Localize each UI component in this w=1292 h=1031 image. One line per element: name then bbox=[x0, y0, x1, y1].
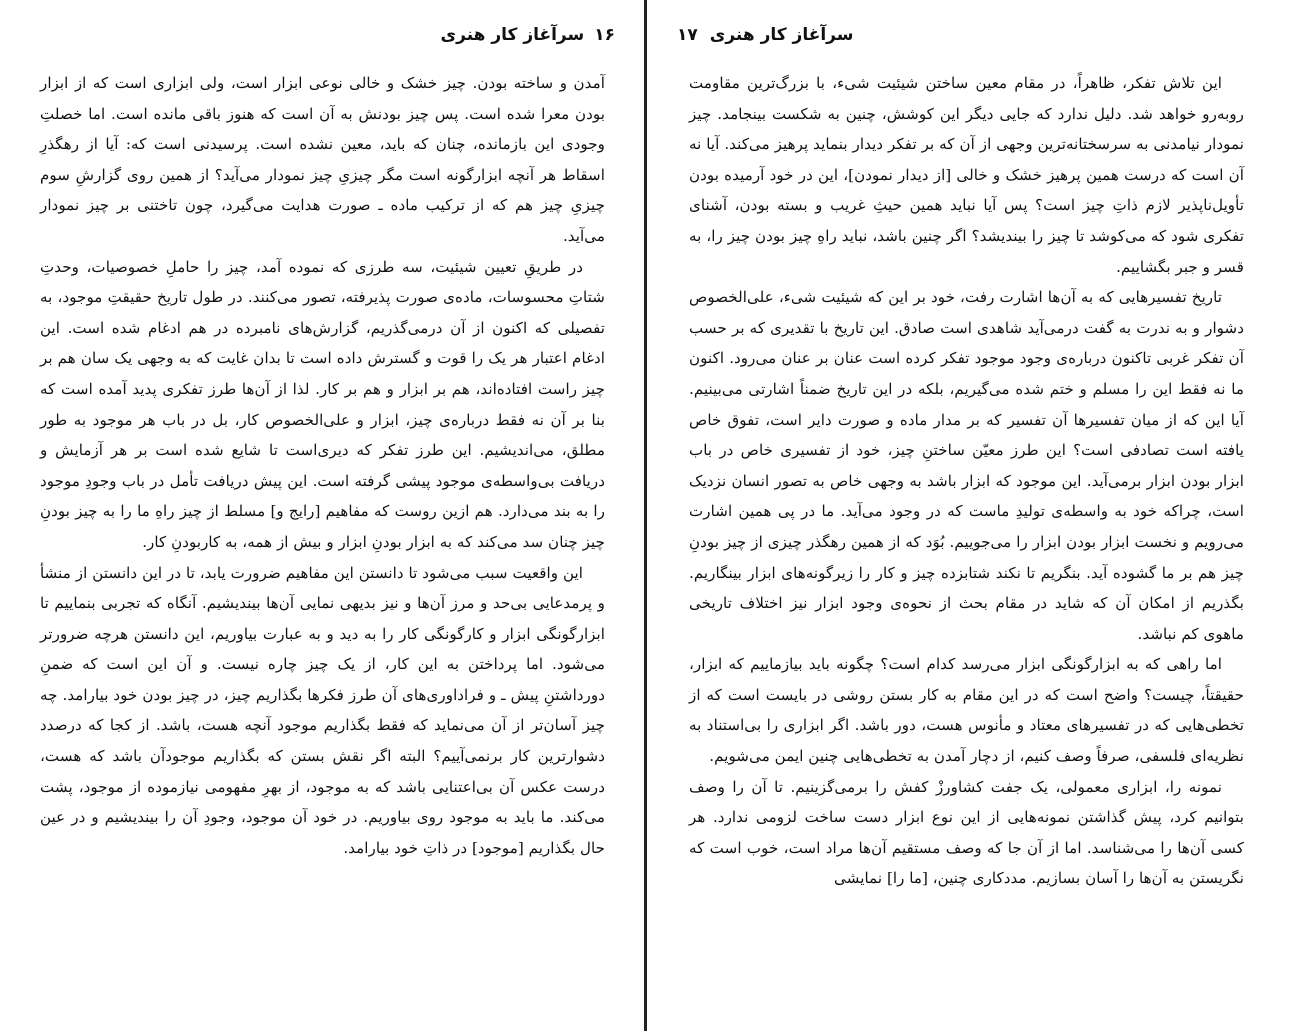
paragraph: آمدن و ساخته بودن. چیز خشک و خالی نوعی ابزار است، ولی ابزاری است که از ابزار بودن معرا شده است. پس چیز بودنش به آن است که هنوز باقی مانده است. اما خصلتِ وجودی این بازمانده، چنان که باید، معین نشده است. پرسیدنی است که: آیا از رهگذرِ اسقاط هر آنچه ابزارگونه است مگر چیزیِ چیز نمودار می‌آید؟ از همین روی گزارشِ سوم چیزیِ چیز هم که از ترکیب ماده ـ صورت هدایت می‌گیرد، چون تاختنی بر چیز نمودار می‌آید. bbox=[40, 74, 605, 245]
left-page bbox=[0, 0, 645, 1031]
paragraph: این تلاش تفکر، ظاهراً، در مقام معین ساختن شیئیت شیء، با بزرگ‌ترین مقاومت روبه‌رو خواهد شد. دلیل ندارد که جایی دیگر این کوشش، چنین به شکست بینجامد. چیز نمودار نیامدنی به سرسختانه‌ترین وجهی از آن که بر تفکر دیدار بنماید پرهیز می‌کند. آیا نه آن است که درست همین پرهیز خشک و خالی [از دیدار نمودن]، این در خود آرمیده بودن تأویل‌ناپذیر لازم ذاتِ چیز است؟ پس آیا نباید همین حیثِ غریب و بسته بودن، آشنای تفکری شود که می‌کوشد تا چیز را بیندیشد؟ اگر چنین باشد، نباید راهِ چیز بودن چیز را، به قسر و جبر بگشاییم. bbox=[689, 74, 1244, 276]
right-page bbox=[647, 0, 1292, 1031]
left-running-title: سرآغاز کار هنری bbox=[440, 25, 585, 45]
paragraph: این واقعیت سبب می‌شود تا دانستن این مفاهیم ضرورت یابد، تا در این دانستن از منشأ و پرمدعایی بی‌حد و مرز آن‌ها و نیز بدیهی نمایی آن‌ها بیندیشیم. آنگاه که تجربی بنماییم تا ابزارگونگی ابزار و کارگونگی کار را به دید و به عبارت بیاوریم، این دانستن هرچه ضرورتر می‌شود. اما پرداختن به این کار، از یک چیز چاره نیست. و آن این است که ضمنِ دورداشتنِ پیش ـ و فراداوری‌های آن طرز فکرها بگذاریم چیز، در چیز بودن خود بیارامد. چه چیز آسان‌تر از آن می‌نماید که فقط بگذاریم موجود آنچه هست، باشد. از کجا که درصدد دشوارترین کار برنمی‌آییم؟ البته اگر نقش بستن که بگذاریم موجودآن باشد که هست، درست عکس آن بی‌اعتنایی باشد که به موجود، از بهرِ مفهومی نیازموده از موجود، پشت می‌کند. ما باید به موجود روی بیاوریم. در خود آن موجود، وجودِ آن را بیندیشیم و در عین حال بگذاریم [موجود] در ذاتِ خود بیارامد. bbox=[40, 563, 605, 857]
left-page-header bbox=[441, 20, 615, 50]
paragraph: نمونه را، ابزاری معمولی، یک جفت کشاورزْ کفش را برمی‌گزینیم. تا آن را وصف بتوانیم کرد، پیش گذاشتن نمونه‌هایی از این نوع ابزار دست ساخت لزومی ندارد. هر کسی آن‌ها را می‌شناسد. اما از آن جا که وصف مستقیم آن‌ها مراد است، خوب است که نگریستن به آن‌ها را آسان بسازیم. مددکاری چنین، [ما را] نمایشی bbox=[689, 777, 1244, 888]
right-page-number: ۱۷ bbox=[677, 25, 698, 45]
paragraph: اما راهی که به ابزارگونگی ابزار می‌رسد کدام است؟ چگونه باید بیازماییم که ابزار، حقیقتاً، چیست؟ واضح است که در این مقام به کار بستن روشی در بایست است که از تخطی‌هایی که در تفسیرهای معتاد و مأنوس هست، دور باشد. اگر ابزاری را بی‌استناد به نظریه‌ای فلسفی، صرفاً وصف کنیم، از دچار آمدن به تخطی‌هایی چنین ایمن می‌شویم. bbox=[689, 655, 1244, 766]
paragraph: در طریقِ تعیین شیئیت، سه طرزی که نموده آمد، چیز را حاملِ خصوصیات، وحدتِ شتاتِ محسوسات، ماده‌ی صورت پذیرفته، تصور می‌کنند. در طول تاریخ حقیقتِ موجود، به تفصیلی که اکنون از آن درمی‌گذریم، گزارش‌های نامبرده در هم ادغام شده است. این ادغام اعتبار هر یک را قوت و گسترش داده است تا بدان غایت که به وجهی یک سان هم بر چیز راست افتاده‌اند، هم بر ابزار و هم بر کار. لذا از آن‌ها طرز تفکری پدید آمده است که بنا بر آن نه فقط درباره‌ی چیز، ابزار و علی‌الخصوص کار، بل در باب هر موجود به طور مطلق، می‌اندیشیم. این طرز تفکر که دیری‌است تا شایع شده است بر هر آزمایش و دریافت بی‌واسطه‌ی موجود پیشی گرفته است. این پیش دریافت تأمل در باب وجودِ موجود را به بند می‌دارد. هم ازین روست که مفاهیم [رایج و] مسلط از چیز راهِ ما را به چیز بودنِ چیز چنان سد می‌کند که به ابزار بودنِ ابزار و بیش از همه، به کاربودنِ کار. bbox=[40, 257, 605, 551]
right-page-body bbox=[689, 68, 1244, 894]
right-running-title: سرآغاز کار هنری bbox=[709, 25, 854, 45]
left-page-body bbox=[40, 68, 605, 863]
paragraph: تاریخ تفسیرهایی که به آن‌ها اشارت رفت، خود بر این که شیئیت شیء، علی‌الخصوص دشوار و به ندرت به گفت درمی‌آید شاهدی است صادق. این تاریخ با تقدیری که بر حسب آن تفکر غربی تاکنون درباره‌ی وجود موجود تفکر کرده است عنان بر عنان می‌رود. اکنون ما نه فقط این را مسلم و ختم شده می‌گیریم، بلکه در این تاریخ ضمناً اشارتی می‌بینیم. آیا این که از میان تفسیرها آن تفسیر که بر مدار ماده و صورت دایر است، تفوق خاص یافته است تصادفی است؟ این طرز معیّن ساختنِ چیز، خود از تفسیری خاص در باب ابزار بودن ابزار برمی‌آید. این موجود که ابزار باشد به وجهی خاص به تصور انسان نزدیک است، چراکه خود به واسطه‌ی تولیدِ ماست که در وجود می‌آید. ما در پی همین اشارت می‌رویم و نخست ابزار بودن ابزار را می‌جوییم. بُوَد که از همین رهگذر چیزی از چیز بودنِ چیز هم بر ما گشوده آید. بنگریم تا نکند شتابزده چیز و کار را زیرگونه‌های ابزار بینگاریم. بگذریم از امکان آن که شاید در مقام بحث از نحوه‌ی وجود ابزار نیز اختلاف تاریخی ماهوی کم نباشد. bbox=[689, 288, 1244, 643]
right-page-header bbox=[677, 20, 853, 50]
left-page-number: ۱۶ bbox=[594, 25, 615, 45]
